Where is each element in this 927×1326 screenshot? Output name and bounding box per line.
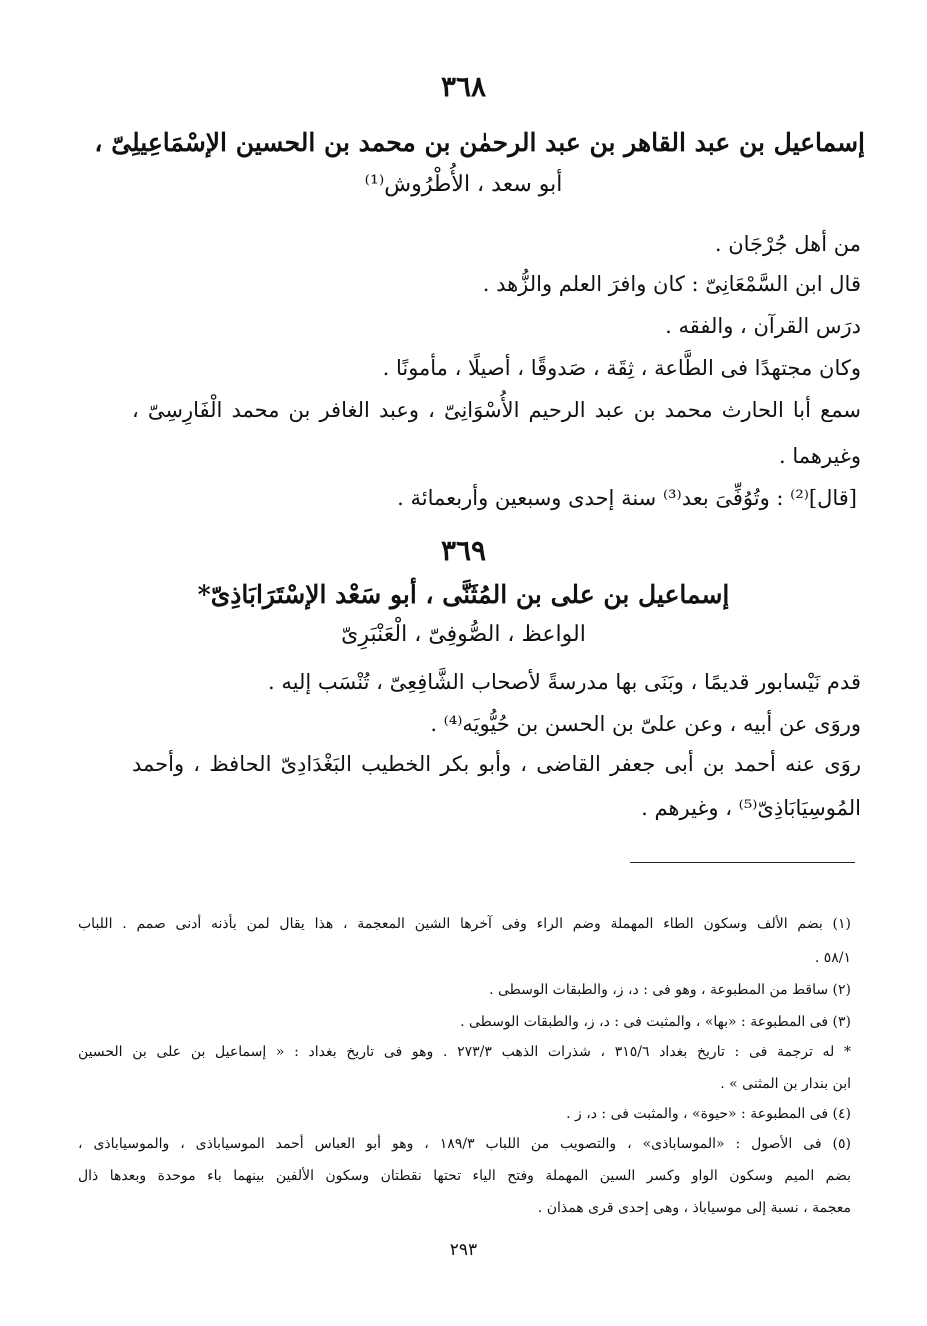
footnote-line: بضم الميم وسكون الواو وكسر السين المهملة وفتح الياء تحتها نقطتان وسكون الألفين بينهما باء موحدة وبعدها ذال	[78, 1168, 851, 1184]
footnote-line: * له ترجمة فى : تاريخ بغداد ٣١٥/٦ ، شذرات الذهب ٢٧٣/٣ . وهو فى تاريخ بغداد : « إسماعيل بن على بن الحسين	[78, 1044, 851, 1060]
entry-heading: إسماعيل بن على بن المُثَنَّى ، أبو سَعْد الإسْتَرَابَاذِىّ*	[197, 580, 730, 609]
body-line: سمع أبا الحارث محمد بن عبد الرحيم الأُسْوَانِىّ ، وعبد الغافر بن محمد الْفَارِسِىّ ،	[132, 398, 861, 422]
footnote-line: ٥٨/١ .	[814, 950, 851, 966]
body-line: قال ابن السَّمْعَانِىّ : كان وافرَ العلم والزُّهد .	[482, 272, 861, 296]
body-line: [قال]⁽²⁾ : وتُوُفِّىَ بعد⁽³⁾ سنة إحدى وسبعين وأربعمائة .	[397, 486, 857, 510]
footnote-line: (١) بضم الألف وسكون الطاء المهملة وضم الراء وفى آخرها الشين المعجمة ، هذا يقال لمن بأذنه أدنى صمم . اللباب	[78, 916, 852, 932]
entry-number: ٣٦٩	[440, 534, 487, 567]
footnote-separator	[630, 862, 855, 863]
body-line: وكان مجتهدًا فى الطَّاعة ، ثِقَة ، صَدوقًا ، أصيلًا ، مأمونًا .	[382, 356, 861, 380]
footnote-line: (٥) فى الأصول : «الموساباذى» ، والتصويب من اللباب ١٨٩/٣ ، وهو أبو العباس أحمد الموسياباذى ، والموسياباذى ،	[78, 1136, 852, 1152]
body-line: وروَى عن أبيه ، وعن علىّ بن الحسن بن حُيُّويَه⁽⁴⁾ .	[430, 712, 861, 736]
entry-heading: إسماعيل بن عبد القاهر بن عبد الرحمٰن بن محمد بن الحسين الإسْمَاعِيلِىّ ،	[94, 128, 865, 157]
footnote-line: (٢) ساقط من المطبوعة ، وهو فى : د، ز، والطبقات الوسطى .	[489, 982, 851, 998]
body-line: درَس القرآن ، والفقه .	[665, 314, 861, 338]
footnote-line: (٤) فى المطبوعة : «حيوة» ، والمثبت فى : د، ز .	[566, 1106, 851, 1122]
entry-subheading: أبو سعد ، الأُطْرُوش⁽¹⁾	[364, 172, 563, 197]
body-line: من أهل جُرْجَان .	[714, 232, 861, 256]
footnote-line: (٣) فى المطبوعة : «بها» ، والمثبت فى : د، ز، والطبقات الوسطى .	[460, 1014, 851, 1030]
footnote-line: معجمة ، نسبة إلى موسياباذ ، وهى إحدى قرى همذان .	[537, 1200, 851, 1216]
body-line: وغيرهما .	[778, 444, 861, 468]
body-line: قدم نَيْسابور قديمًا ، وبَنَى بها مدرسةً لأصحاب الشَّافِعِىّ ، تُنْسَب إليه .	[268, 670, 861, 694]
body-line: روَى عنه أحمد بن أبى جعفر القاضى ، وأبو بكر الخطيب البَغْدَادِىّ الحافظ ، وأحمد	[132, 752, 861, 776]
page-number: ٢٩٣	[449, 1240, 478, 1260]
body-line: المُوسِيَابَاذِىّ⁽⁵⁾ ، وغيرهم .	[641, 796, 861, 820]
entry-number: ٣٦٨	[440, 70, 487, 103]
entry-subheading: الواعظ ، الصُّوفِىّ ، الْعَنْبَرِىّ	[341, 622, 586, 647]
footnote-line: ابن بندار بن المثنى » .	[720, 1076, 851, 1092]
